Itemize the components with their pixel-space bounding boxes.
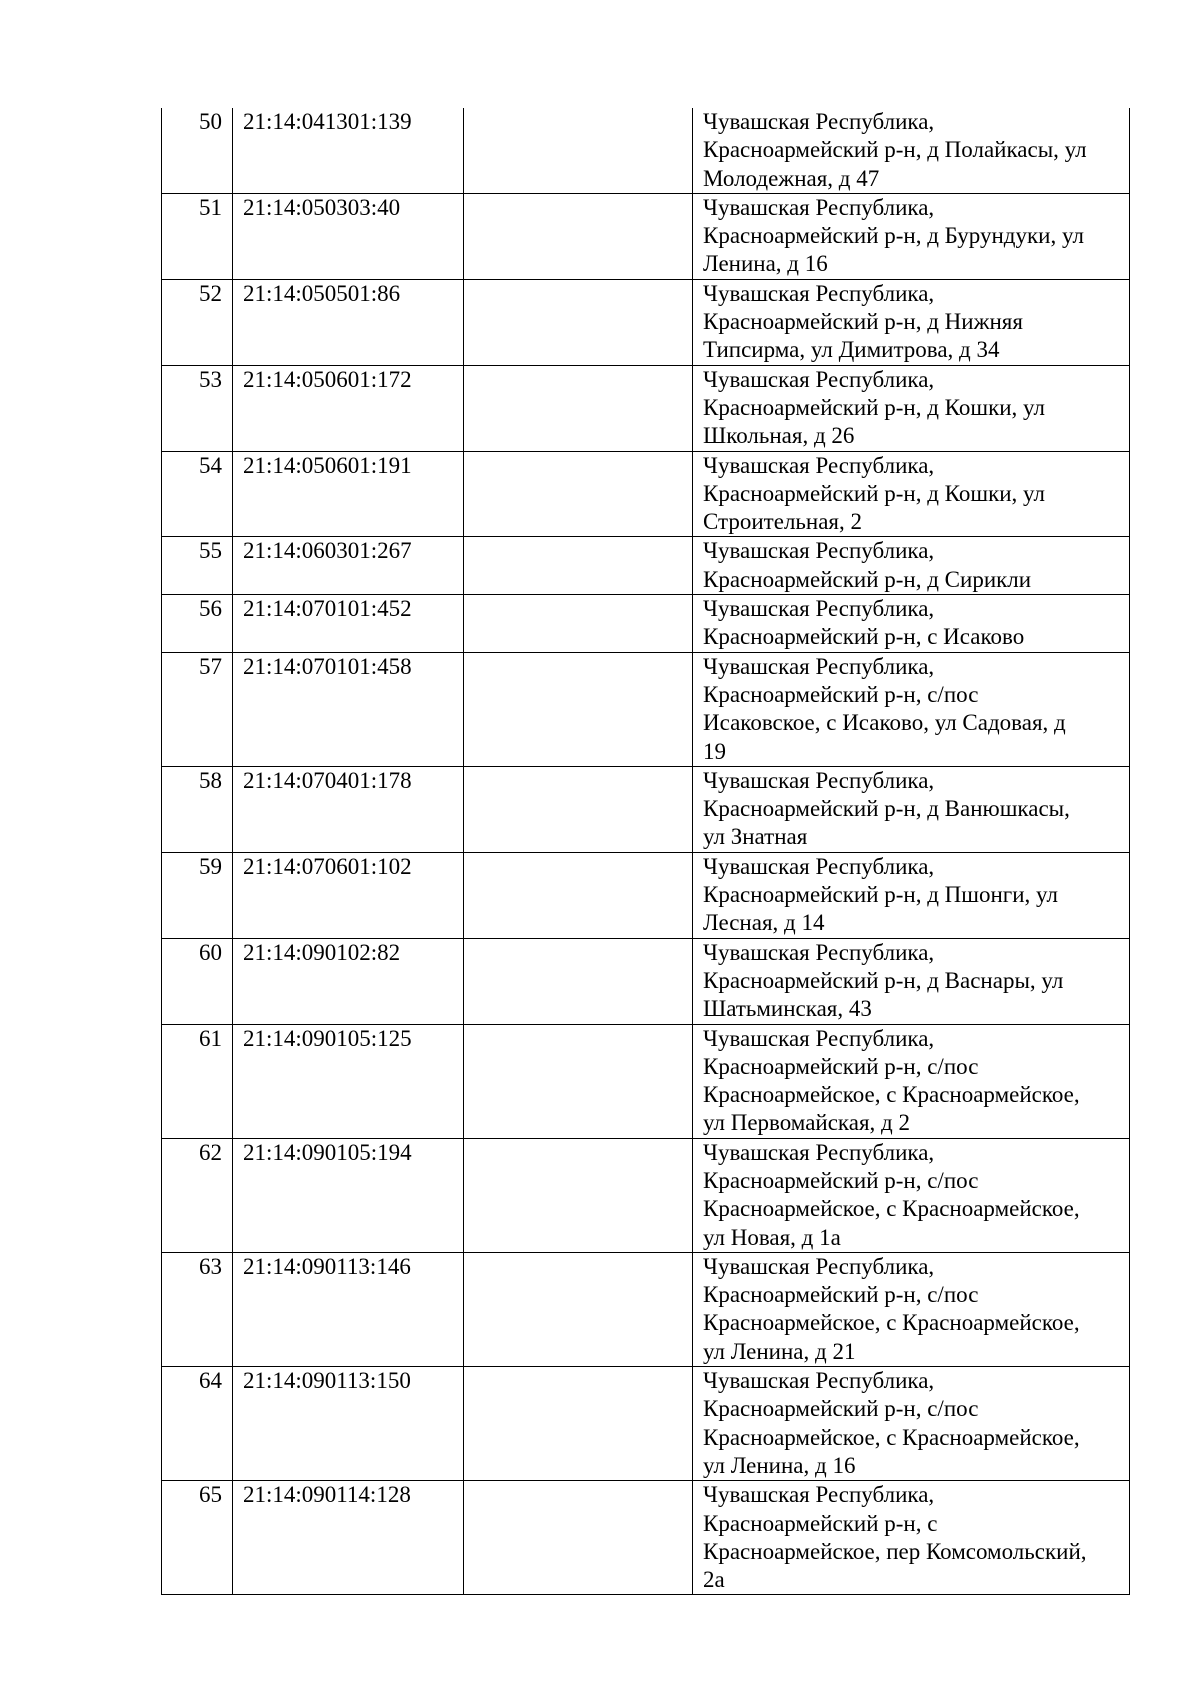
address-line: 19 [703, 738, 726, 764]
table-row [162, 279, 1130, 365]
address-line: Красноармейское, с Красноармейское, [703, 1310, 1080, 1336]
address-line: Красноармейский р-н, д Ванюшкасы, [703, 796, 1070, 822]
address-line: Молодежная, д 47 [703, 165, 880, 191]
cadastral-number-cell: 21:14:070101:458 [233, 652, 464, 766]
cadastral-number-cell: 21:14:041301:139 [233, 108, 464, 193]
cadastral-number-cell: 21:14:090102:82 [233, 938, 464, 1024]
row-number-cell: 53 [162, 365, 233, 451]
cadastral-number-cell: 21:14:070101:452 [233, 595, 464, 653]
address-line: ул Новая, д 1а [703, 1224, 841, 1250]
cadastral-number-cell: 21:14:070401:178 [233, 766, 464, 852]
row-number-cell: 60 [162, 938, 233, 1024]
cadastral-number-cell: 21:14:090114:128 [233, 1481, 464, 1595]
address-line: Красноармейский р-н, д Кошки, ул [703, 394, 1046, 420]
address-cell [693, 1481, 1130, 1595]
cadastral-number-cell: 21:14:060301:267 [233, 537, 464, 595]
table-row [162, 1367, 1130, 1481]
cadastral-number-cell: 21:14:050601:172 [233, 365, 464, 451]
row-number-cell: 56 [162, 595, 233, 653]
address-line: Красноармейский р-н, д Пшонги, ул [703, 882, 1059, 908]
address-line: Красноармейский р-н, д Полайкасы, ул [703, 137, 1087, 163]
empty-cell [464, 852, 693, 938]
address-line: Ленина, д 16 [703, 251, 828, 277]
empty-cell [464, 1252, 693, 1366]
address-line: ул Знатная [703, 824, 808, 850]
address-line: ул Ленина, д 21 [703, 1338, 856, 1364]
address-line: Чувашская Республика, [703, 538, 935, 564]
address-line: Красноармейский р-н, д Васнары, ул [703, 967, 1064, 993]
row-number-cell: 58 [162, 766, 233, 852]
address-cell [693, 1252, 1130, 1366]
row-number-cell: 50 [162, 108, 233, 193]
empty-cell [464, 365, 693, 451]
address-cell [693, 1024, 1130, 1138]
address-cell [693, 1138, 1130, 1252]
address-cell [693, 652, 1130, 766]
cadastral-number-cell: 21:14:090113:150 [233, 1367, 464, 1481]
empty-cell [464, 652, 693, 766]
address-cell [693, 108, 1130, 193]
cadastral-number-cell: 21:14:090105:194 [233, 1138, 464, 1252]
cadastral-number-cell: 21:14:050601:191 [233, 451, 464, 537]
empty-cell [464, 938, 693, 1024]
row-number-cell: 64 [162, 1367, 233, 1481]
table-row [162, 652, 1130, 766]
address-line: Чувашская Республика, [703, 1139, 935, 1165]
address-line: Красноармейский р-н, с/пос [703, 1053, 979, 1079]
address-line: Чувашская Республика, [703, 767, 935, 793]
address-line: Красноармейский р-н, д Сирикли [703, 566, 1032, 592]
empty-cell [464, 279, 693, 365]
table-row [162, 108, 1130, 193]
table-row [162, 537, 1130, 595]
address-line: Красноармейский р-н, д Бурундуки, ул [703, 223, 1084, 249]
address-line: ул Ленина, д 16 [703, 1452, 856, 1478]
address-line: Красноармейский р-н, д Нижняя [703, 309, 1023, 335]
table-row [162, 595, 1130, 653]
address-line: Красноармейское, с Красноармейское, [703, 1082, 1080, 1108]
address-line: Чувашская Республика, [703, 939, 935, 965]
address-line: Чувашская Республика, [703, 366, 935, 392]
empty-cell [464, 1024, 693, 1138]
table-row [162, 852, 1130, 938]
address-line: Чувашская Республика, [703, 194, 935, 220]
address-line: Школьная, д 26 [703, 423, 855, 449]
table-row [162, 938, 1130, 1024]
table-row [162, 451, 1130, 537]
row-number-cell: 65 [162, 1481, 233, 1595]
table-row [162, 1024, 1130, 1138]
address-line: Чувашская Республика, [703, 1253, 935, 1279]
address-line: Чувашская Республика, [703, 1482, 935, 1508]
address-line: Чувашская Республика, [703, 280, 935, 306]
address-line: Чувашская Республика, [703, 452, 935, 478]
cadastral-number-cell: 21:14:050303:40 [233, 193, 464, 279]
address-line: Чувашская Республика, [703, 1368, 935, 1394]
table-row [162, 1138, 1130, 1252]
address-cell [693, 279, 1130, 365]
empty-cell [464, 1481, 693, 1595]
empty-cell [464, 108, 693, 193]
table-row [162, 193, 1130, 279]
address-line: Красноармейское, с Красноармейское, [703, 1424, 1080, 1450]
cadastral-number-cell: 21:14:090113:146 [233, 1252, 464, 1366]
row-number-cell: 63 [162, 1252, 233, 1366]
row-number-cell: 55 [162, 537, 233, 595]
address-line: 2а [703, 1567, 725, 1593]
row-number-cell: 52 [162, 279, 233, 365]
address-line: Лесная, д 14 [703, 910, 825, 936]
address-cell [693, 365, 1130, 451]
address-line: Красноармейский р-н, д Кошки, ул [703, 480, 1046, 506]
address-line: Чувашская Республика, [703, 596, 935, 622]
empty-cell [464, 451, 693, 537]
empty-cell [464, 766, 693, 852]
table-row [162, 766, 1130, 852]
row-number-cell: 59 [162, 852, 233, 938]
address-line: Чувашская Республика, [703, 109, 935, 134]
property-registry-table [161, 108, 1130, 1595]
table-row [162, 1252, 1130, 1366]
address-line: Шатьминская, 43 [703, 996, 872, 1022]
address-line: Типсирма, ул Димитрова, д 34 [703, 337, 1000, 363]
row-number-cell: 57 [162, 652, 233, 766]
address-line: Строительная, 2 [703, 509, 863, 535]
row-number-cell: 51 [162, 193, 233, 279]
address-line: Красноармейский р-н, с [703, 1510, 938, 1536]
address-line: Красноармейский р-н, с/пос [703, 1282, 979, 1308]
address-line: Чувашская Республика, [703, 853, 935, 879]
empty-cell [464, 537, 693, 595]
empty-cell [464, 595, 693, 653]
address-cell [693, 537, 1130, 595]
registry-table-body [162, 108, 1130, 1595]
address-cell [693, 938, 1130, 1024]
address-line: Красноармейский р-н, с/пос [703, 681, 979, 707]
table-row [162, 365, 1130, 451]
address-cell [693, 595, 1130, 653]
address-line: ул Первомайская, д 2 [703, 1110, 910, 1136]
empty-cell [464, 193, 693, 279]
address-cell [693, 451, 1130, 537]
cadastral-number-cell: 21:14:050501:86 [233, 279, 464, 365]
table-row [162, 1481, 1130, 1595]
empty-cell [464, 1138, 693, 1252]
address-line: Красноармейский р-н, с/пос [703, 1167, 979, 1193]
empty-cell [464, 1367, 693, 1481]
cadastral-number-cell: 21:14:090105:125 [233, 1024, 464, 1138]
address-line: Красноармейское, с Красноармейское, [703, 1196, 1080, 1222]
address-line: Красноармейское, пер Комсомольский, [703, 1538, 1087, 1564]
address-line: Исаковское, с Исаково, ул Садовая, д [703, 710, 1066, 736]
address-cell [693, 852, 1130, 938]
address-line: Красноармейский р-н, с/пос [703, 1396, 979, 1422]
address-line: Чувашская Республика, [703, 1025, 935, 1051]
cadastral-number-cell: 21:14:070601:102 [233, 852, 464, 938]
address-cell [693, 1367, 1130, 1481]
address-line: Чувашская Республика, [703, 653, 935, 679]
row-number-cell: 62 [162, 1138, 233, 1252]
address-cell [693, 193, 1130, 279]
address-cell [693, 766, 1130, 852]
row-number-cell: 54 [162, 451, 233, 537]
address-line: Красноармейский р-н, с Исаково [703, 624, 1025, 650]
row-number-cell: 61 [162, 1024, 233, 1138]
